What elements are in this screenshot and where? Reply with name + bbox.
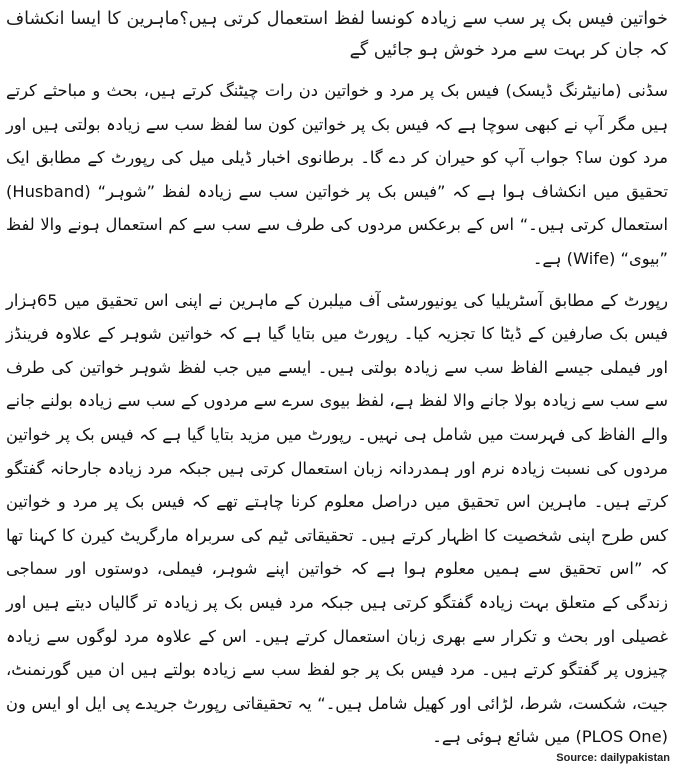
article-headline: خواتین فیس بک پر سب سے زیادہ کونسا لفظ استعمال کرتی ہیں؟ماہرین کا ایسا انکشاف کہ جان کر بہت سے مرد خوش ہو جائیں گے bbox=[6, 9, 668, 60]
source-credit: Source: dailypakistan bbox=[556, 752, 670, 764]
article-paragraph-intro: سڈنی (مانیٹرنگ ڈیسک) فیس بک پر مرد و خواتین دن رات چیٹنگ کرتے ہیں، بحث و مباحثے کرتے ہیں مگر آپ نے کبھی سوچا ہے کہ فیس بک پر خواتین کون سا لفظ سب سے زیادہ بولتی ہیں اور مرد کون سا؟ جواب آپ کو حیران کر دے گا۔ برطانوی اخبار ڈیلی میل کی رپورٹ کے مطابق ایک تحقیق میں انکشاف ہوا ہے کہ ”فیس بک پر خواتین سب سے زیادہ لفظ ”شوہر“ (Husband) استعمال کرتی ہیں۔“ اس کے برعکس مردوں کی طرف سے سب سے کم استعمال ہونے والا لفظ ”بیوی“ (Wife) ہے۔ bbox=[6, 81, 668, 268]
news-article bbox=[6, 4, 668, 780]
article-paragraph-body: رپورٹ کے مطابق آسٹریلیا کی یونیورسٹی آف میلبرن کے ماہرین نے اپنی اس تحقیق میں 65ہزار فیس بک صارفین کے ڈیٹا کا تجزیہ کیا۔ رپورٹ میں بتایا گیا ہے کہ خواتین شوہر کے علاوہ فرینڈز اور فیملی جیسے الفاظ سب سے زیادہ بولتی ہیں۔ ایسے میں جب لفظ شوہر خواتین کی طرف سے سب سے زیادہ بولا جانے والا لفظ ہے، لفظ بیوی سرے سے مردوں کے سب سے زیادہ بولنے جانے والے الفاظ کی فہرست میں شامل ہی نہیں۔ رپورٹ میں مزید بتایا گیا ہے کہ فیس بک پر خواتین مردوں کی نسبت زیادہ نرم اور ہمدردانہ زبان استعمال کرتی ہیں جبکہ مرد زیادہ جارحانہ گفتگو کرتے ہیں۔ ماہرین اس تحقیق میں دراصل معلوم کرنا چاہتے تھے کہ فیس بک پر مرد و خواتین کس طرح اپنی شخصیت کا اظہار کرتے ہیں۔ تحقیقاتی ٹیم کی سربراہ مارگریٹ کیرن کا کہنا تھا کہ ”اس تحقیق سے ہمیں معلوم ہوا ہے کہ خواتین اپنے شوہر، فیملی، دوستوں اور سماجی زندگی کے متعلق بہت زیادہ گفتگو کرتی ہیں جبکہ مرد فیس بک پر زیادہ تر گالیاں دیتے ہیں اور غصیلی اور بحث و تکرار سے بھری زبان استعمال کرتے ہیں۔ اس کے علاوہ مرد لوگوں سے زیادہ چیزوں پر گفتگو کرتے ہیں۔ مرد فیس بک پر جو لفظ سب سے زیادہ بولتے ہیں ان میں گورنمنٹ، جیت، شکست، شرط، لڑائی اور کھیل شامل ہیں۔“ یہ تحقیقاتی رپورٹ جریدے پی ایل او ایس ون (PLOS One) میں شائع ہوئی ہے۔ bbox=[6, 290, 668, 747]
